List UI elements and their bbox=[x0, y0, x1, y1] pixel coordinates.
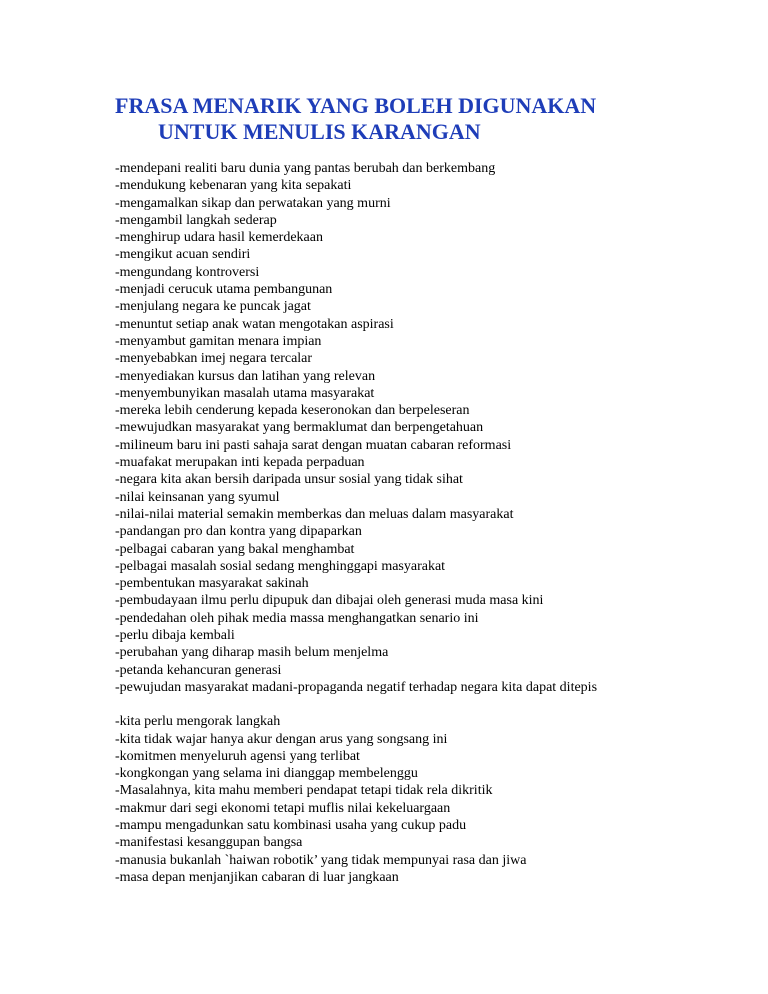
phrase-item: -petanda kehancuran generasi bbox=[115, 662, 282, 678]
phrase-item: -kita tidak wajar hanya akur dengan arus yang songsang ini bbox=[115, 731, 448, 747]
phrase-item: -mengamalkan sikap dan perwatakan yang murni bbox=[115, 195, 391, 211]
phrase-item: -mampu mengadunkan satu kombinasi usaha yang cukup padu bbox=[115, 817, 467, 833]
phrase-item: -nilai-nilai material semakin memberkas dan meluas dalam masyarakat bbox=[115, 506, 514, 522]
phrase-item: -menyediakan kursus dan latihan yang relevan bbox=[115, 368, 376, 384]
phrase-item: -pembentukan masyarakat sakinah bbox=[115, 576, 309, 592]
phrase-item: -muafakat merupakan inti kepada perpaduan bbox=[115, 455, 365, 471]
phrase-item: -menuntut setiap anak watan mengotakan aspirasi bbox=[115, 316, 394, 332]
phrase-item: -menghirup udara hasil kemerdekaan bbox=[115, 230, 323, 246]
phrase-list bbox=[115, 160, 755, 886]
phrase-item: -kongkongan yang selama ini dianggap membelenggu bbox=[115, 766, 418, 782]
phrase-item: -manifestasi kesanggupan bangsa bbox=[115, 835, 303, 851]
phrase-item: -mendukung kebenaran yang kita sepakati bbox=[115, 178, 352, 194]
phrase-item: -mengundang kontroversi bbox=[115, 264, 260, 280]
phrase-item: -pembudayaan ilmu perlu dipupuk dan dibajai oleh generasi muda masa kini bbox=[115, 593, 544, 609]
phrase-item: -negara kita akan bersih daripada unsur sosial yang tidak sihat bbox=[115, 472, 463, 488]
phrase-item: -mewujudkan masyarakat yang bermaklumat dan berpengetahuan bbox=[115, 420, 484, 436]
phrase-item: -Masalahnya, kita mahu memberi pendapat tetapi tidak rela dikritik bbox=[115, 783, 493, 799]
phrase-item: -makmur dari segi ekonomi tetapi muflis nilai kekeluargaan bbox=[115, 800, 451, 816]
phrase-item: -pandangan pro dan kontra yang dipaparkan bbox=[115, 524, 362, 540]
phrase-item: -milineum baru ini pasti sahaja sarat dengan muatan cabaran reformasi bbox=[115, 437, 512, 453]
page-title bbox=[115, 93, 735, 145]
phrase-item: -pendedahan oleh pihak media massa menghangatkan senario ini bbox=[115, 610, 479, 626]
phrase-item: -manusia bukanlah `haiwan robotik’ yang tidak mempunyai rasa dan jiwa bbox=[115, 852, 527, 868]
phrase-item: -komitmen menyeluruh agensi yang terlibat bbox=[115, 748, 360, 764]
phrase-item: -menyambut gamitan menara impian bbox=[115, 333, 322, 349]
phrase-item: -mendepani realiti baru dunia yang pantas berubah dan berkembang bbox=[115, 161, 496, 176]
phrase-item: -menjadi cerucuk utama pembangunan bbox=[115, 282, 333, 298]
phrase-item: -menjulang negara ke puncak jagat bbox=[115, 299, 311, 315]
phrase-item: -mereka lebih cenderung kepada keseronokan dan berpeleseran bbox=[115, 403, 470, 419]
phrase-item: -pelbagai cabaran yang bakal menghambat bbox=[115, 541, 355, 557]
phrase-item: -mengambil langkah sederap bbox=[115, 212, 277, 228]
phrase-item: -mengikut acuan sendiri bbox=[115, 247, 251, 263]
phrase-item: -perubahan yang diharap masih belum menjelma bbox=[115, 645, 389, 661]
phrase-item: -nilai keinsanan yang syumul bbox=[115, 489, 280, 505]
title-line-1: FRASA MENARIK YANG BOLEH DIGUNAKAN bbox=[115, 93, 597, 118]
phrase-item: -pewujudan masyarakat madani-propaganda negatif terhadap negara kita dapat ditepis bbox=[115, 679, 598, 695]
title-line-2: UNTUK MENULIS KARANGAN bbox=[158, 119, 481, 144]
phrase-item: -pelbagai masalah sosial sedang menghinggapi masyarakat bbox=[115, 558, 446, 574]
phrase-item: -masa depan menjanjikan cabaran di luar jangkaan bbox=[115, 869, 399, 885]
phrase-item: -kita perlu mengorak langkah bbox=[115, 714, 281, 730]
phrase-item: -menyebabkan imej negara tercalar bbox=[115, 351, 313, 367]
phrase-item: -perlu dibaja kembali bbox=[115, 628, 235, 644]
phrase-item: -menyembunyikan masalah utama masyarakat bbox=[115, 385, 375, 401]
